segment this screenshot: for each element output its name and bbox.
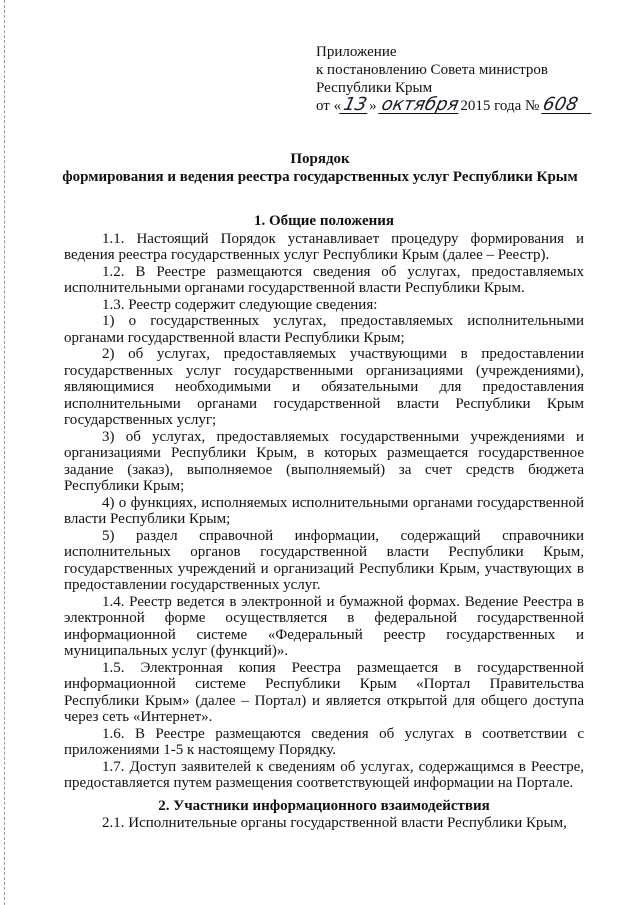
paragraph-1-6: 1.6. В Реестре размещаются сведения об услугах в соответствии с приложениями 1-5 к настоящему Порядку.: [64, 725, 584, 758]
document-body: [64, 211, 584, 832]
list-item-3: 3) об услугах, предоставляемых государственными учреждениями и организациями Республики Крым, в которых размещается государственное задание (заказ), выполняемое (выполняемый) за счет средств бюджета Республики Крым;: [64, 428, 584, 494]
handwritten-day: 13: [339, 97, 371, 114]
paragraph-1-3: 1.3. Реестр содержит следующие сведения:: [102, 296, 378, 313]
paragraph-1-7: 1.7. Доступ заявителей к сведениям об услугах, содержащимся в Реестре, предоставляется путем размещения соответствующей информации на Портале.: [64, 758, 584, 791]
handwritten-month: октября: [380, 94, 462, 115]
attachment-line-3: Республики Крым: [316, 80, 433, 96]
attachment-line-2: к постановлению Совета министров: [316, 62, 548, 78]
list-item-2: 2) об услугах, предоставляемых участвующими в предоставлении государственных услуг государственными организациями (учреждениями), являющимися необходимыми и обязательными для предоставления исполнительными органами государственной власти Республики Крым государственных услуг;: [64, 346, 584, 428]
attachment-date-line: [316, 94, 626, 115]
section-heading: 1. Общие положения: [253, 213, 395, 229]
handwritten-doc-number: 608: [541, 97, 595, 114]
section-heading: 2. Участники информационного взаимодействия: [158, 797, 490, 814]
page-edge-line: [4, 0, 6, 905]
date-mid: »: [369, 98, 377, 114]
attachment-line-1: Приложение: [316, 44, 397, 60]
list-item-1: 1) о государственных услугах, предоставляемых исполнительными органами государственной власти Республики Крым;: [64, 313, 584, 346]
date-prefix: от «: [316, 98, 342, 114]
paragraph-1-2: 1.2. В Реестре размещаются сведения об услугах, предоставляемых исполнительными органами государственной власти Республики Крым.: [64, 263, 584, 296]
date-year: 2015 года №: [460, 98, 540, 114]
list-item-4: 4) о функциях, исполняемых исполнительными органами государственной власти Республики Крым;: [64, 494, 584, 527]
paragraph-1-4: 1.4. Реестр ведется в электронной и бумажной формах. Ведение Реестра в электронной форме осуществляется в федеральной государственной информационной системе «Федеральный реестр государственных и муниципальных услуг (функций)».: [64, 593, 584, 659]
paragraph-1-5: 1.5. Электронная копия Реестра размещается в государственной информационной системе Республики Крым «Портал Правительства Республики Крым» (далее – Портал) и является открытой для общего доступа через сеть «Интернет».: [64, 659, 584, 725]
paragraph-1-1: 1.1. Настоящий Порядок устанавливает процедуру формирования и ведения реестра государственных услуг Республики Крым (далее – Реестр).: [64, 230, 584, 263]
document-subtitle: формирования и ведения реестра государственных услуг Республики Крым: [62, 169, 578, 185]
list-item-5: 5) раздел справочной информации, содержащий справочники исполнительных органов государственной власти Республики Крым, государственных учреждений и организаций Республики Крым, участвующих в предоставлении государственных услуг.: [64, 527, 584, 593]
attachment-block: [316, 43, 626, 115]
paragraph-2-1: 2.1. Исполнительные органы государственной власти Республики Крым,: [102, 815, 567, 831]
document-title: Порядок: [290, 151, 350, 167]
